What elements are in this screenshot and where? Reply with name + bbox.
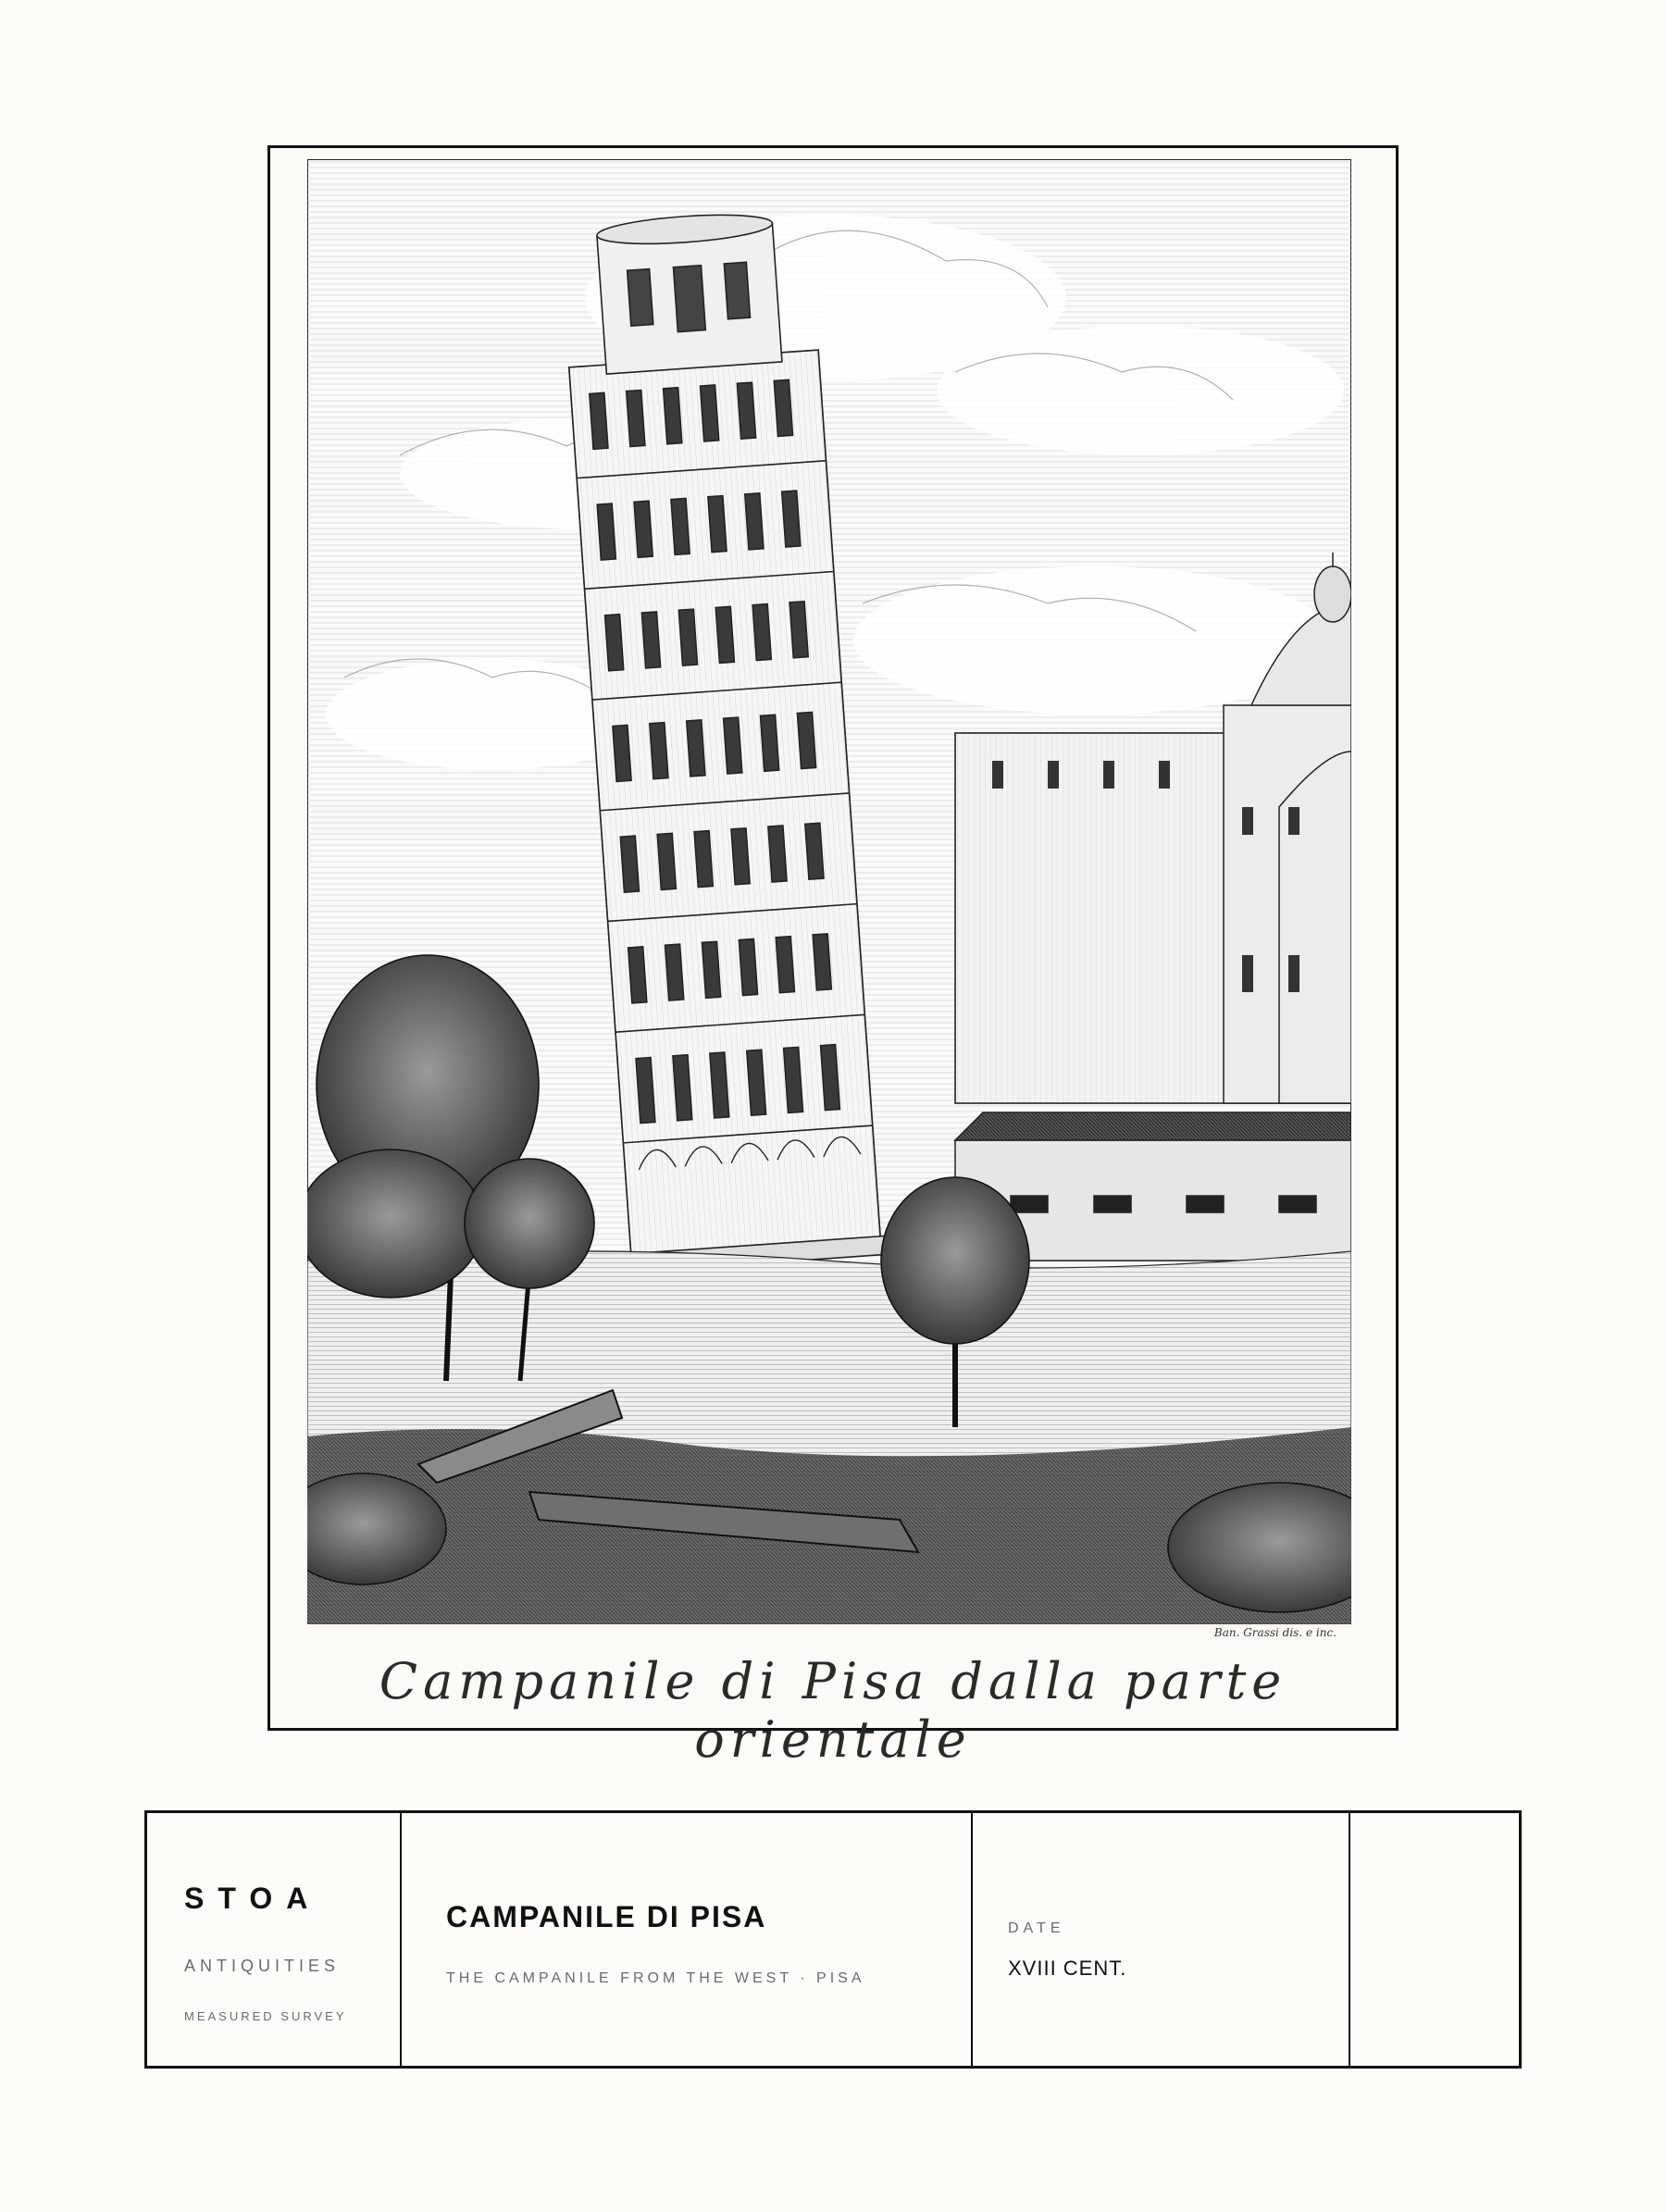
print-caption: Campanile di Pisa dalla parte orientale [379,1652,1287,1769]
brand-tagline: MEASURED SURVEY [184,2009,347,2023]
title-block [144,1810,1522,2069]
sheet-title: CAMPANILE DI PISA [446,1900,767,1933]
print-frame [267,145,1399,1769]
engraving-illustration [307,159,1351,1624]
date-label: DATE [1008,1920,1065,1936]
sheet-subtitle: THE CAMPANILE FROM THE WEST · PISA [446,1970,865,1986]
brand-subtitle: ANTIQUITIES [184,1957,341,1975]
engraver-credit: Ban. Grassi dis. e inc. [1213,1626,1337,1639]
blank-cell [1350,1813,1519,2066]
date-value: XVIII CENT. [1008,1957,1127,1980]
date-cell [973,1813,1350,2066]
brand-cell [147,1813,402,2066]
title-cell [402,1813,973,2066]
brand-name: STOA [184,1882,322,1915]
